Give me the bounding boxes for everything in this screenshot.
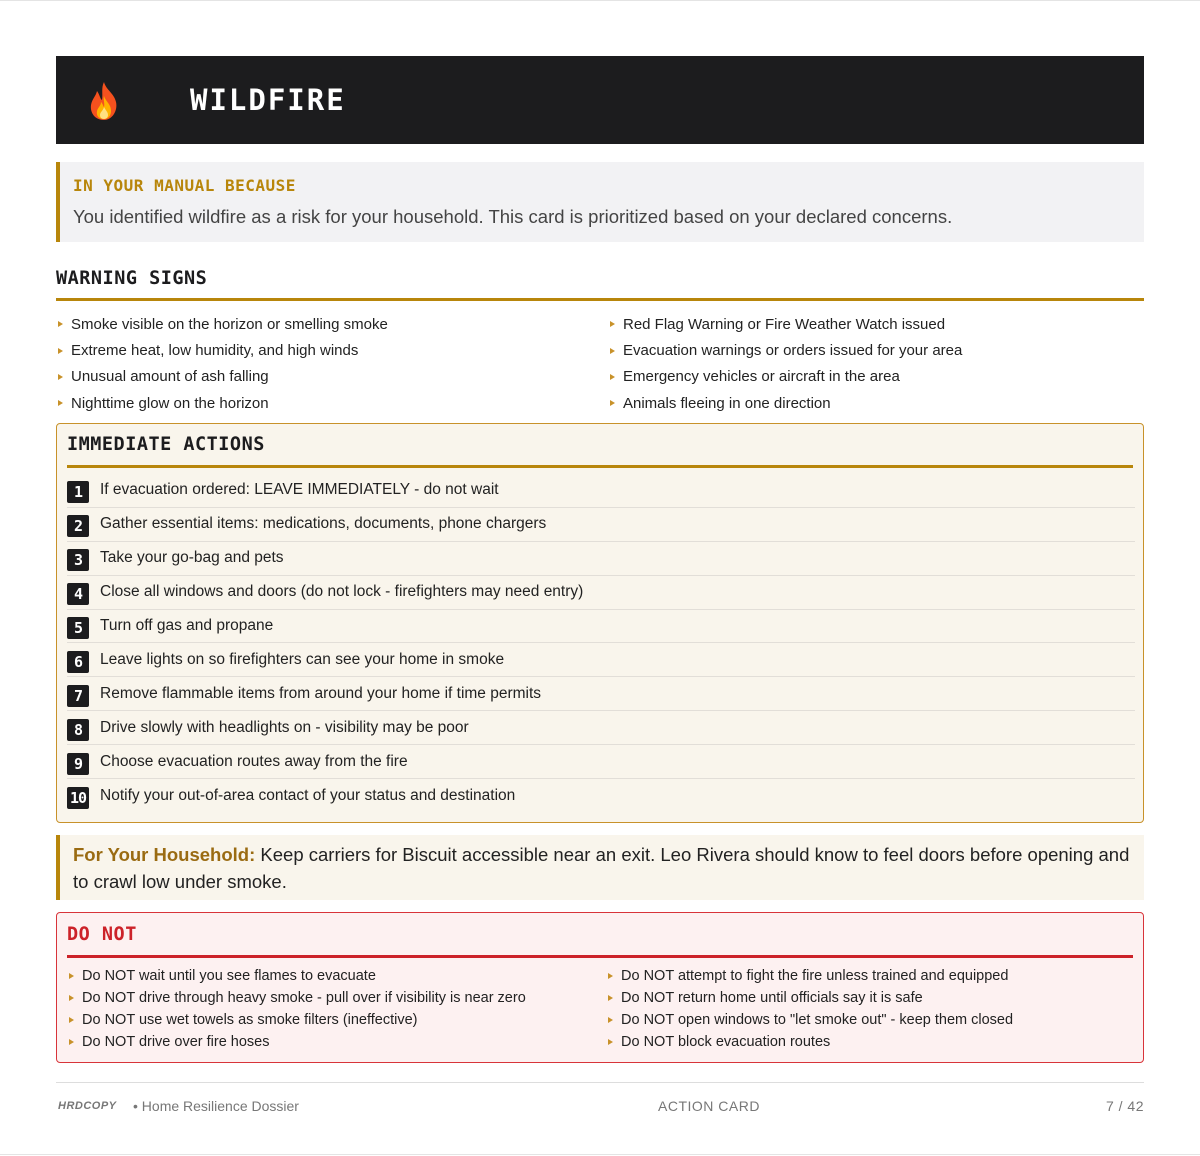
bullet-triangle-icon (58, 374, 63, 380)
household-note-lead: For Your Household: (73, 844, 256, 865)
bullet-triangle-icon (610, 374, 615, 380)
step-number-badge: 7 (67, 685, 89, 707)
do-not-item (606, 1009, 1126, 1031)
page-top-edge (0, 0, 1200, 1)
household-note-text: Keep carriers for Biscuit accessible near an exit. Leo Rivera should know to feel doors before opening and to crawl low under smoke. (73, 844, 1130, 892)
do-not-item (606, 965, 1126, 987)
bullet-triangle-icon (610, 400, 615, 406)
step-number-badge: 5 (67, 617, 89, 639)
warning-sign-item (56, 364, 596, 390)
reason-callout (56, 162, 1144, 242)
do-not-heading: DO NOT (67, 924, 137, 945)
action-step-text: Leave lights on so firefighters can see your home in smoke (100, 650, 505, 668)
step-number-badge: 4 (67, 583, 89, 605)
warning-sign-item (608, 364, 1148, 390)
bullet-triangle-icon (608, 1017, 613, 1023)
do-not-text: Do NOT use wet towels as smoke filters (ineffective) (82, 1012, 418, 1028)
page-bottom-edge (0, 1154, 1200, 1155)
step-number-badge: 10 (67, 787, 89, 809)
action-step-text: Turn off gas and propane (100, 617, 274, 634)
action-step (67, 745, 1135, 779)
bullet-triangle-icon (608, 995, 613, 1001)
household-note (56, 835, 1144, 900)
step-number-badge: 6 (67, 651, 89, 673)
action-step (67, 643, 1135, 677)
warning-sign-text: Smoke visible on the horizon or smelling smoke (71, 315, 388, 333)
page-title: WILDFIRE (190, 83, 346, 117)
warning-sign-text: Nighttime glow on the horizon (71, 394, 269, 412)
bullet-triangle-icon (69, 973, 74, 979)
action-step-text: Take your go-bag and pets (100, 549, 284, 567)
page-number: 7 / 42 (1105, 1098, 1144, 1114)
do-not-text: Do NOT attempt to fight the fire unless trained and equipped (621, 968, 1009, 984)
do-not-item (67, 987, 587, 1009)
bullet-triangle-icon (69, 1017, 74, 1023)
footer-divider (56, 1082, 1144, 1083)
warning-sign-text: Red Flag Warning or Fire Weather Watch issued (623, 315, 946, 333)
action-step (67, 677, 1135, 711)
action-step (67, 474, 1135, 508)
warning-sign-item (608, 311, 1148, 337)
action-step-text: Notify your out-of-area contact of your status and destination (100, 786, 516, 804)
do-not-text: Do NOT wait until you see flames to evacuate (82, 968, 376, 984)
bullet-triangle-icon (58, 400, 63, 406)
footer-section-label: ACTION CARD (658, 1098, 760, 1114)
footer-document-title: • Home Resilience Dossier (133, 1098, 299, 1114)
do-not-right-column (606, 965, 1126, 1053)
bullet-triangle-icon (608, 1039, 613, 1045)
action-step (67, 542, 1135, 576)
bullet-triangle-icon (608, 973, 613, 979)
fire-icon (84, 80, 124, 122)
action-step-text: Drive slowly with headlights on - visibility may be poor (100, 718, 469, 736)
do-not-item (606, 1031, 1126, 1053)
do-not-left-column (67, 965, 587, 1053)
warning-signs-left-column (56, 311, 596, 417)
do-not-item (67, 965, 587, 987)
action-step (67, 576, 1135, 610)
do-not-text: Do NOT drive through heavy smoke - pull over if visibility is near zero (82, 990, 526, 1006)
action-step (67, 779, 1135, 813)
warning-signs-heading: WARNING SIGNS (56, 268, 208, 289)
action-step (67, 610, 1135, 644)
warning-sign-text: Evacuation warnings or orders issued for your area (623, 342, 963, 360)
reason-label: IN YOUR MANUAL BECAUSE (73, 176, 296, 195)
action-step-text: If evacuation ordered: LEAVE IMMEDIATELY - do not wait (100, 481, 499, 499)
do-not-panel (56, 912, 1144, 1063)
bullet-triangle-icon (610, 348, 615, 354)
warning-sign-text: Emergency vehicles or aircraft in the area (623, 368, 900, 386)
bullet-triangle-icon (58, 348, 63, 354)
warning-sign-item (608, 390, 1148, 416)
do-not-text: Do NOT open windows to "let smoke out" - keep them closed (621, 1012, 1014, 1028)
bullet-triangle-icon (610, 321, 615, 327)
reason-text: You identified wildfire as a risk for your household. This card is prioritized based on your declared concerns. (73, 206, 953, 227)
do-not-item (67, 1009, 587, 1031)
action-step (67, 711, 1135, 745)
bullet-triangle-icon (69, 1039, 74, 1045)
step-number-badge: 3 (67, 549, 89, 571)
immediate-actions-heading: IMMEDIATE ACTIONS (67, 434, 265, 455)
action-step (67, 508, 1135, 542)
immediate-actions-panel (56, 423, 1144, 823)
warning-sign-text: Animals fleeing in one direction (623, 394, 831, 412)
household-note-body (73, 842, 1133, 895)
step-number-badge: 8 (67, 719, 89, 741)
immediate-actions-divider (67, 465, 1133, 468)
warning-sign-text: Extreme heat, low humidity, and high winds (71, 342, 359, 360)
brand-logo: HRDCOPY (58, 1100, 117, 1112)
do-not-text: Do NOT block evacuation routes (621, 1034, 831, 1050)
do-not-item (67, 1031, 587, 1053)
warning-sign-text: Unusual amount of ash falling (71, 368, 269, 386)
warning-sign-item (56, 337, 596, 363)
action-step-text: Choose evacuation routes away from the fire (100, 752, 408, 770)
step-number-badge: 2 (67, 515, 89, 537)
step-number-badge: 1 (67, 481, 89, 503)
action-step-text: Gather essential items: medications, documents, phone chargers (100, 515, 547, 533)
do-not-text: Do NOT drive over fire hoses (82, 1034, 270, 1050)
warning-signs-right-column (608, 311, 1148, 417)
warning-sign-item (608, 337, 1148, 363)
do-not-divider (67, 955, 1133, 958)
do-not-item (606, 987, 1126, 1009)
bullet-triangle-icon (69, 995, 74, 1001)
warning-sign-item (56, 311, 596, 337)
warning-sign-item (56, 390, 596, 416)
action-step-text: Close all windows and doors (do not lock - firefighters may need entry) (100, 583, 584, 601)
warning-signs-divider (56, 298, 1144, 301)
action-step-text: Remove flammable items from around your home if time permits (100, 684, 542, 702)
immediate-actions-list (67, 474, 1135, 813)
step-number-badge: 9 (67, 753, 89, 775)
bullet-triangle-icon (58, 321, 63, 327)
card-title-banner (56, 56, 1144, 144)
do-not-text: Do NOT return home until officials say it is safe (621, 990, 923, 1006)
